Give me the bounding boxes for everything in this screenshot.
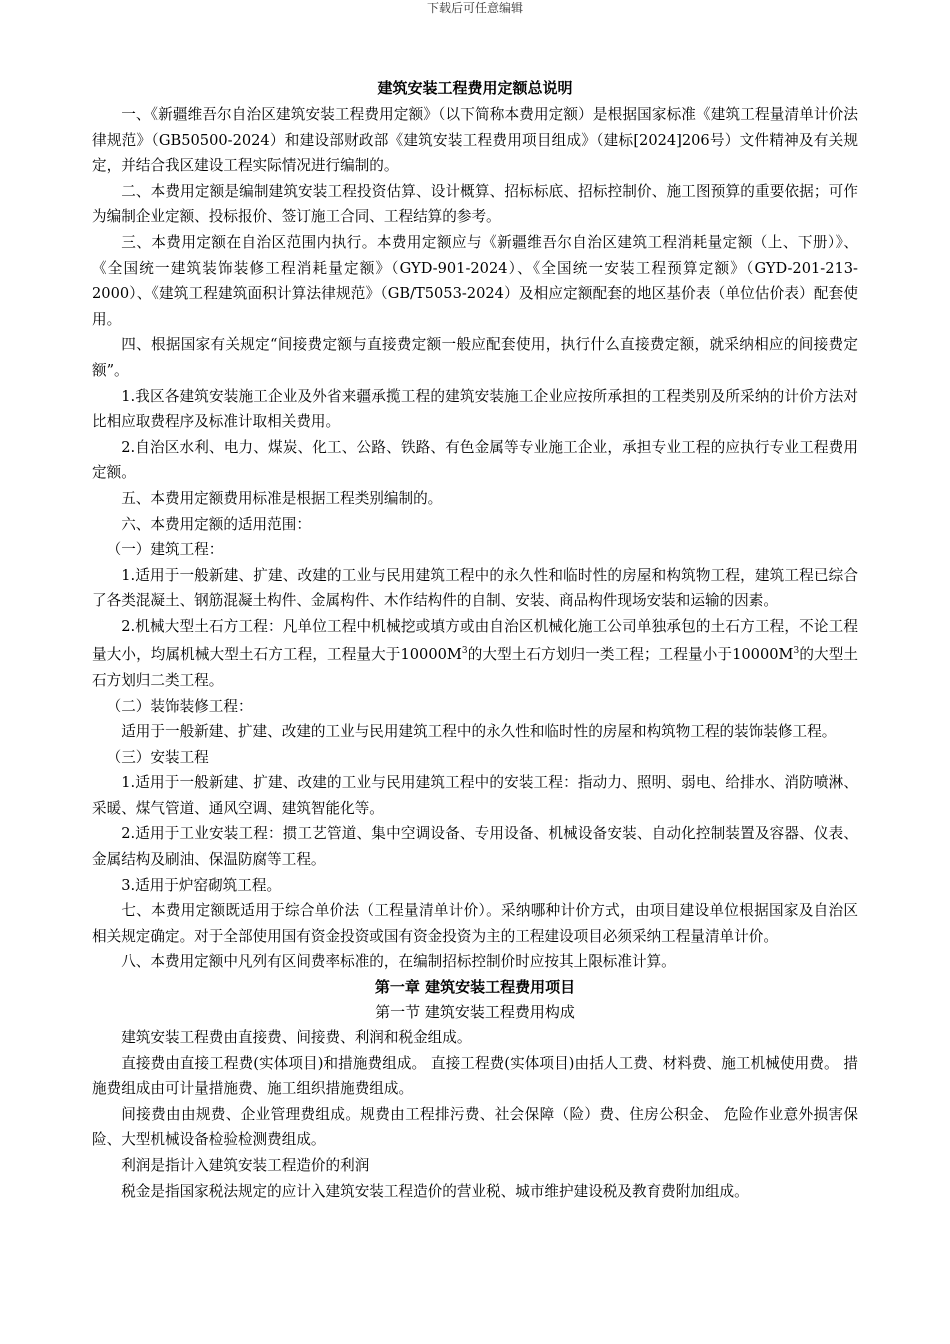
superscript-3-b: 3 [793,646,800,657]
document-body [92,78,858,1204]
subheading-decoration: （二）装饰装修工程： [106,697,253,715]
page-header: 下载后可任意编辑 [426,1,523,15]
subheading-building: （一）建筑工程： [106,541,224,559]
paragraph-2: 二、本费用定额是编制建筑安装工程投资估算、设计概算、招标标底、招标控制价、施工图预算的重要依据；可作为编制企业定额、投标报价、签订施工合同、工程结算的参考。 [92,182,858,226]
paragraph-10: 1.适用于一般新建、扩建、改建的工业与民用建筑工程中的永久性和临时性的房屋和构筑物工程，建筑工程已综合了各类混凝土、钢筋混凝土构件、金属构件、木作结构件的自制、安装、商品构件现场安装和运输的因素。 [92,566,858,610]
paragraph-7: 五、本费用定额费用标准是根据工程类别编制的。 [121,489,443,507]
paragraph-17: 3.适用于炉窑砌筑工程。 [121,876,282,894]
paragraph-21: 直接费由直接工程费(实体项目)和措施费组成。 直接工程费(实体项目)由括人工费、材料费、施工机械使用费。 措施费组成由可计量措施费、施工组织措施费组成。 [92,1054,858,1098]
paragraph-11-part-a: 2.机械大型土石方工程：凡单位工程中机械挖或填方或由自治区机械化施工公司单独承包的土石方工程，不论工程量大小，均属机械大型土石方工程，工程量大于10000M [92,617,858,664]
paragraph-1: 一、《新疆维吾尔自治区建筑安装工程费用定额》（以下简称本费用定额）是根据国家标准《建筑工程量清单计价法律规范》（GB50500-2024）和建设部财政部《建筑安装工程费用项目组成》（建标[2024]206号）文件精神及有关规定，并结合我区建设工程实际情况进行编制的。 [92,106,858,175]
paragraph-4: 四、根据国家有关规定“间接费定额与直接费定额一般应配套使用，执行什么直接费定额，就采纳相应的间接费定额”。 [92,336,858,379]
paragraph-13: 适用于一般新建、扩建、改建的工业与民用建筑工程中的永久性和临时性的房屋和构筑物工程的装饰装修工程。 [121,723,837,741]
paragraph-24: 税金是指国家税法规定的应计入建筑安装工程造价的营业税、城市维护建设税及教育费附加组成。 [121,1182,749,1200]
subheading-installation: （三）安装工程 [106,748,209,766]
paragraph-23: 利润是指计入建筑安装工程造价的利润 [121,1157,370,1175]
paragraph-11-part-c: 的大型土石方划归二类工程。 [92,646,858,689]
paragraph-18: 七、本费用定额既适用于综合单价法（工程量清单计价）。采纳哪种计价方式，由项目建设单位根据国家及自治区相关规定确定。对于全部使用国有资金投资或国有资金投资为主的工程建设项目必须采纳工程量清单计价。 [92,902,858,945]
paragraph-11-part-b: 的大型土石方划归一类工程；工程量小于10000M [467,646,794,664]
paragraph-3: 三、本费用定额在自治区范围内执行。本费用定额应与《新疆维吾尔自治区建筑工程消耗量定额（上、下册）》、《全国统一建筑装饰装修工程消耗量定额》（GYD-901-2024）、《全国统一安装工程预算定额》（GYD-201-213-2000）、《建筑工程建筑面积计算法律规范》（GB/T5053-2024）及相应定额配套的地区基价表（单位估价表）配套使用。 [92,233,858,328]
paragraph-8: 六、本费用定额的适用范围： [121,515,311,533]
paragraph-20: 建筑安装工程费由直接费、间接费、利润和税金组成。 [121,1029,472,1047]
chapter-heading: 第一章 建筑安装工程费用项目 [374,978,576,997]
paragraph-19: 八、本费用定额中凡列有区间费率标准的，在编制招标控制价时应按其上限标准计算。 [121,953,676,971]
document-title: 建筑安装工程费用定额总说明 [377,79,573,97]
paragraph-22: 间接费由由规费、企业管理费组成。规费由工程排污费、社会保障（险）费、住房公积金、 危险作业意外损害保险、大型机械设备检验检测费组成。 [92,1105,858,1149]
section-heading: 第一节 建筑安装工程费用构成 [375,1003,575,1022]
superscript-3: 3 [461,646,468,657]
paragraph-5: 1.我区各建筑安装施工企业及外省来疆承揽工程的建筑安装施工企业应按所承担的工程类别及所采纳的计价方法对比相应取费程序及标准计取相关费用。 [92,387,858,431]
paragraph-16: 2.适用于工业安装工程：掼工艺管道、集中空调设备、专用设备、机械设备安装、自动化控制装置及容器、仪表、金属结构及刷油、保温防腐等工程。 [92,825,858,869]
paragraph-11 [92,614,858,694]
paragraph-6: 2.自治区水利、电力、煤炭、化工、公路、铁路、有色金属等专业施工企业，承担专业工程的应执行专业工程费用定额。 [92,438,858,482]
paragraph-15: 1.适用于一般新建、扩建、改建的工业与民用建筑工程中的安装工程：指动力、照明、弱电、给排水、消防喷淋、采暖、煤气管道、通风空调、建筑智能化等。 [92,774,858,817]
